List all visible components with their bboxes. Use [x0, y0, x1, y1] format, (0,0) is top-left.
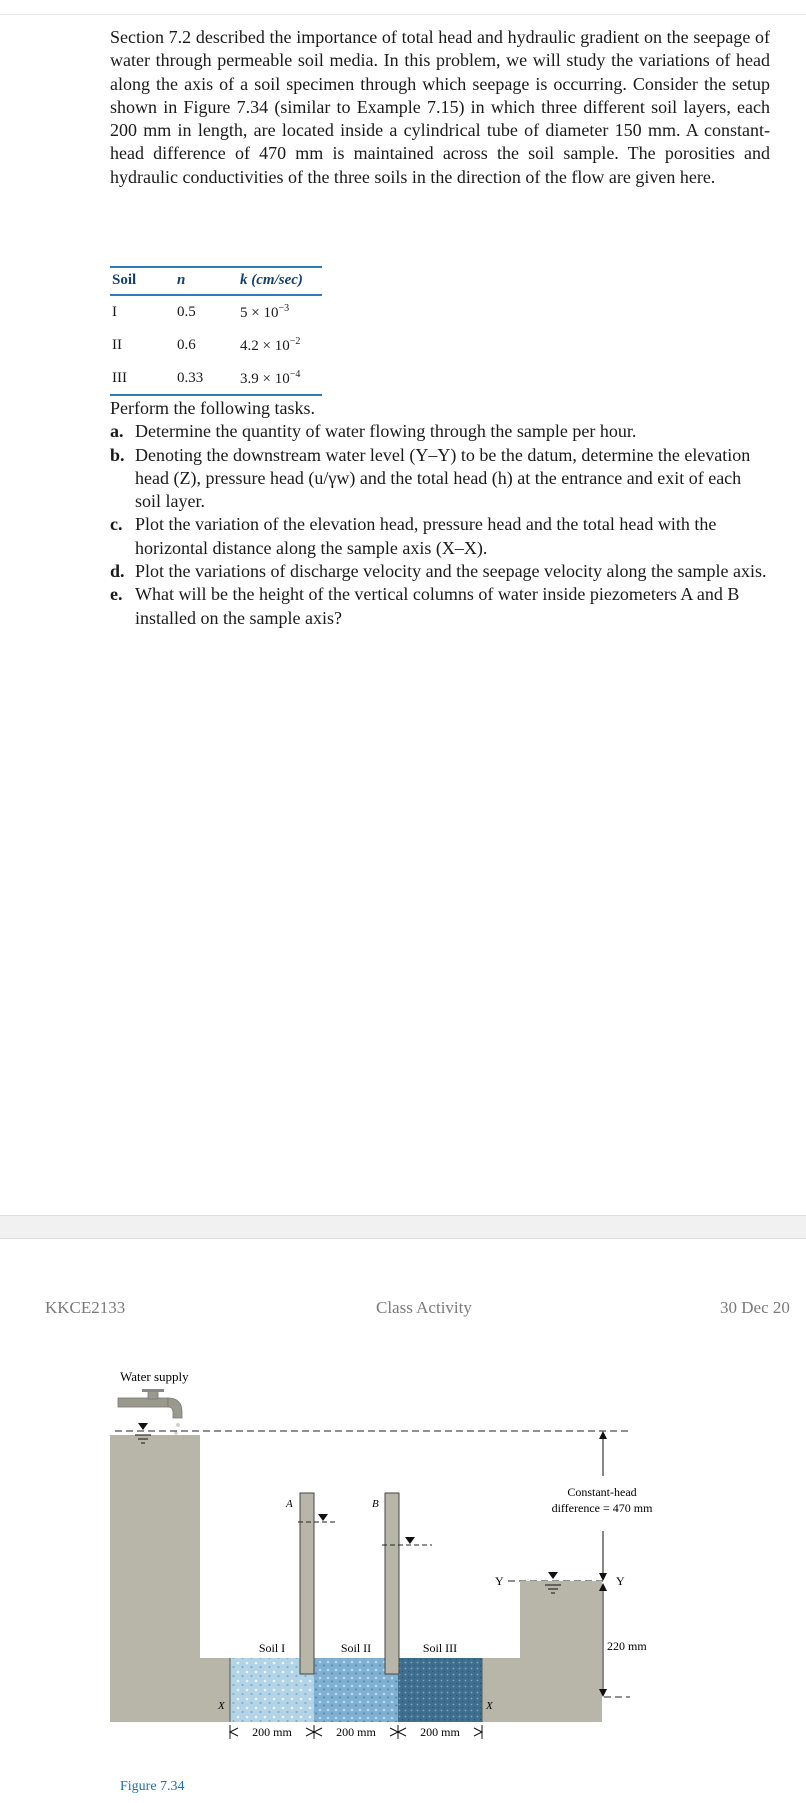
dimension-layer-3: 200 mm: [420, 1725, 460, 1739]
slide-title: Class Activity: [376, 1298, 472, 1317]
soil-layer-3: [398, 1658, 482, 1722]
task-label: b.: [110, 444, 125, 465]
task-text: Plot the variation of the elevation head, pressure head and the total head with the horizontal distance along the sample axis (X–X).: [135, 514, 717, 558]
task-item: [110, 420, 770, 443]
table-row: [110, 362, 322, 395]
problem-statement: [110, 26, 770, 189]
figure-caption: Figure 7.34: [120, 1779, 185, 1794]
k-base: 4.2 × 10: [240, 338, 290, 354]
task-text: Determine the quantity of water flowing through the sample per hour.: [135, 421, 637, 442]
task-item: [110, 560, 770, 583]
task-item: [110, 583, 770, 630]
task-text: Denoting the downstream water level (Y–Y) to be the datum, determine the elevation head (Z), pressure head (u/γw) and the total head (h) at the entrance and exit of each soil layer.: [135, 444, 751, 512]
soil-1-label: Soil I: [258, 1641, 286, 1655]
cell-conductivity: [240, 295, 322, 329]
task-list: [110, 397, 770, 630]
task-label: d.: [110, 561, 125, 582]
piezometer-b: [385, 1493, 399, 1674]
dimension-layer-1: 200 mm: [252, 1725, 292, 1739]
slide-date: 30 Dec 20: [720, 1298, 790, 1317]
task-label: e.: [110, 584, 123, 605]
page-divider: [0, 1215, 806, 1239]
figure-7-34: [110, 1355, 730, 1800]
k-exponent: −2: [289, 336, 301, 347]
problem-intro: Section 7.2 described the importance of total head and hydraulic gradient on the seepage of water through permeable soil media. In this problem, we will study the variations of head along the axis of a soil specimen through which seepage is occurring. Consider the setup shown in Figure 7.34 (similar to Example 7.15) in which three different soil layers, each 200 mm in length, are located inside a cylindrical tube of diameter 150 mm. A constant-head difference of 470 mm is maintained across the soil sample. The porosities and hydraulic conductivities of the three soils in the direction of the flow are given here.: [110, 27, 770, 187]
constant-head-label-1: Constant-head: [567, 1485, 637, 1499]
water-level-icon: [405, 1537, 415, 1544]
cell-soil: II: [112, 337, 122, 353]
table-header-row: [110, 267, 322, 295]
k-exponent: −4: [289, 369, 301, 380]
k-base: 3.9 × 10: [240, 371, 290, 387]
k-base: 5 × 10: [240, 305, 279, 321]
arrow-up-icon: [599, 1431, 607, 1439]
task-item: [110, 513, 770, 560]
top-edge: [0, 0, 806, 15]
water-level-icon: [318, 1514, 328, 1521]
header-soil: Soil: [110, 267, 177, 295]
course-code: KKCE2133: [45, 1298, 126, 1317]
cell-porosity: 0.5: [177, 304, 196, 320]
table-row: [110, 295, 322, 329]
piezometer-a-label: A: [286, 1498, 293, 1510]
table-row: [110, 329, 322, 362]
faucet-icon: [118, 1389, 182, 1418]
cell-conductivity: [240, 329, 322, 362]
water-supply-label: Water supply: [120, 1369, 189, 1384]
piezometer-b-label: B: [372, 1498, 379, 1510]
task-text: What will be the height of the vertical columns of water inside piezometers A and B installed on the sample axis?: [135, 584, 740, 628]
soil-properties-table: [110, 266, 322, 396]
soil-2-label: Soil II: [340, 1641, 372, 1655]
arrow-down-icon: [599, 1573, 607, 1581]
soil-3-label: Soil III: [422, 1641, 458, 1655]
header-conductivity: [240, 267, 322, 295]
datum-y-right: Y: [616, 1574, 625, 1588]
tasks-intro: Perform the following tasks.: [110, 398, 315, 418]
cell-porosity: 0.6: [177, 337, 196, 353]
tasks-ordered-list: [110, 420, 770, 630]
header-conductivity-text: k (cm/sec): [240, 272, 303, 288]
piezometer-a: [300, 1493, 314, 1674]
task-item: [110, 444, 770, 514]
cell-conductivity: [240, 362, 322, 395]
k-exponent: −3: [278, 303, 290, 314]
header-porosity: n: [177, 267, 240, 295]
cell-soil: I: [112, 304, 117, 320]
cell-porosity: 0.33: [177, 362, 240, 395]
dimension-layer-2: 200 mm: [336, 1725, 376, 1739]
datum-y-left: Y: [495, 1574, 504, 1588]
constant-head-label-2: difference = 470 mm: [551, 1501, 653, 1515]
height-220-label: 220 mm: [607, 1639, 647, 1653]
axis-x-left: X: [218, 1700, 225, 1712]
task-text: Plot the variations of discharge velocity and the seepage velocity along the sample axis.: [135, 561, 767, 582]
task-label: a.: [110, 421, 124, 442]
cell-soil: III: [110, 362, 177, 395]
axis-x-right: X: [486, 1700, 493, 1712]
task-label: c.: [110, 514, 123, 535]
